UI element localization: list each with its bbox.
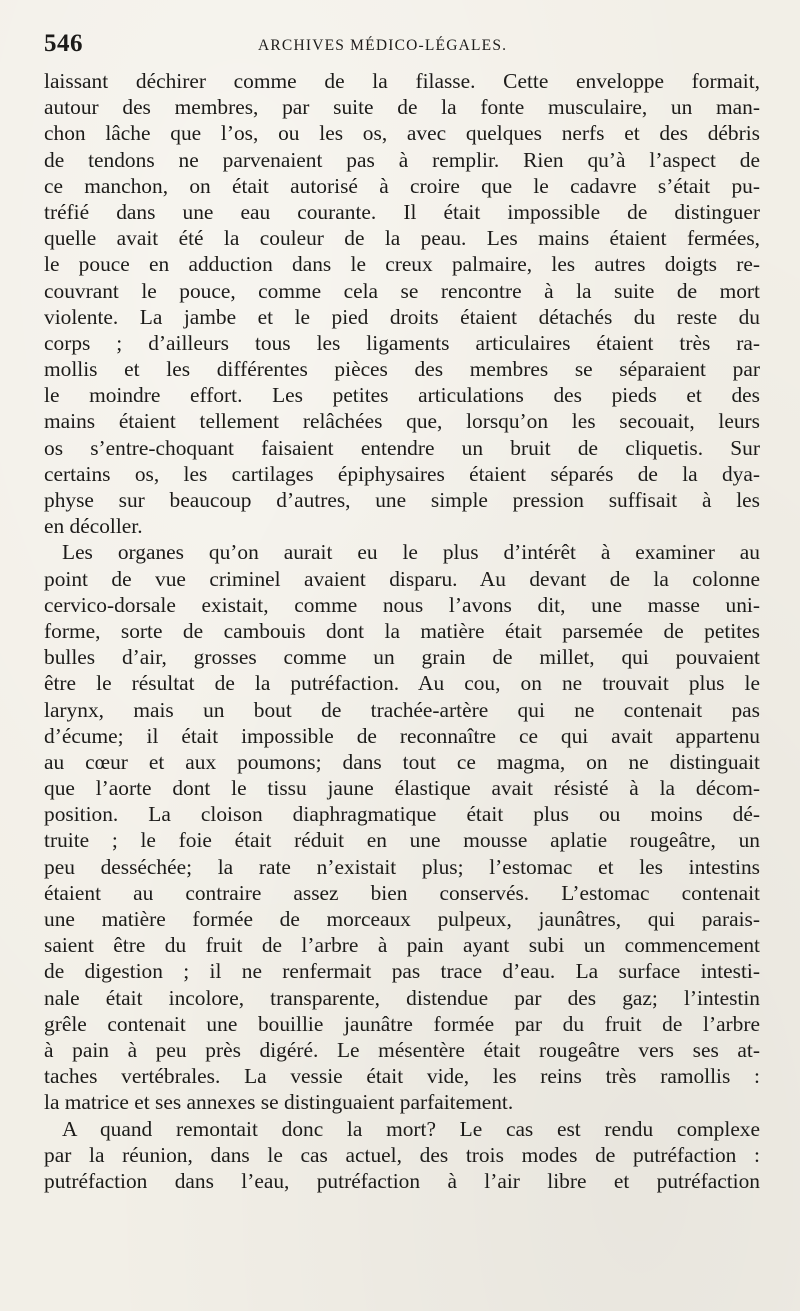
text-line: larynx, mais un bout de trachée-artère qui ne contenait pas (44, 697, 760, 722)
body-text (44, 68, 760, 1194)
text-line: le pouce en adduction dans le creux palmaire, les autres doigts re- (44, 252, 760, 277)
text-line: étaient au contraire assez bien conservés. L’estomac contenait (44, 880, 760, 905)
text-line: position. La cloison diaphragmatique était plus ou moins dé- (44, 802, 760, 827)
text-line: être le résultat de la putréfaction. Au cou, on ne trouvait plus le (44, 671, 760, 696)
paragraph (44, 68, 760, 539)
text-line: chon lâche que l’os, ou les os, avec quelques nerfs et des débris (44, 121, 760, 146)
text-line: que l’aorte dont le tissu jaune élastique avait résisté à la décom- (44, 776, 760, 801)
text-line: au cœur et aux poumons; dans tout ce magma, on ne distinguait (44, 749, 760, 774)
text-line: cervico-dorsale existait, comme nous l’avons dit, une masse uni- (44, 592, 760, 617)
running-header (44, 30, 764, 64)
text-line: violente. La jambe et le pied droits étaient détachés du reste du (44, 304, 760, 329)
text-line: certains os, les cartilages épiphysaires étaient séparés de la dya- (44, 461, 760, 486)
text-line: bulles d’air, grosses comme un grain de millet, qui pouvaient (44, 645, 760, 670)
text-line: ce manchon, on était autorisé à croire que le cadavre s’était pu- (44, 173, 760, 198)
text-line: la matrice et ses annexes se distinguaient parfaitement. (44, 1090, 514, 1115)
text-line: truite ; le foie était réduit en une mousse aplatie rougeâtre, un (44, 828, 760, 853)
text-line: en décoller. (44, 514, 143, 539)
running-title: ARCHIVES MÉDICO-LÉGALES. (258, 37, 508, 54)
text-line: quelle avait été la couleur de la peau. Les mains étaient fermées, (44, 226, 760, 251)
paragraph (44, 539, 760, 1115)
paragraph (44, 1116, 760, 1195)
text-line: tréfié dans une eau courante. Il était impossible de distinguer (44, 199, 760, 224)
text-line: point de vue criminel avaient disparu. Au devant de la colonne (44, 566, 760, 591)
text-line: le moindre effort. Les petites articulations des pieds et des (44, 383, 760, 408)
text-line: saient être du fruit de l’arbre à pain ayant subi un commencement (44, 933, 760, 958)
text-line: autour des membres, par suite de la fonte musculaire, un man- (44, 95, 760, 120)
text-line: taches vertébrales. La vessie était vide, les reins très ramollis : (44, 1064, 760, 1089)
text-line: physe sur beaucoup d’autres, une simple pression suffisait à les (44, 488, 760, 512)
text-line: grêle contenait une bouillie jaunâtre formée par du fruit de l’arbre (44, 1011, 760, 1036)
text-line: putréfaction dans l’eau, putréfaction à l’air libre et putréfaction (44, 1168, 760, 1193)
text-line: couvrant le pouce, comme cela se rencontre à la suite de mort (44, 278, 760, 303)
text-line: mollis et les différentes pièces des membres se séparaient par (44, 357, 760, 382)
text-line: peu desséchée; la rate n’existait plus; l’estomac et les intestins (44, 854, 760, 879)
text-line: nale était incolore, transparente, distendue par des gaz; l’intestin (44, 985, 760, 1010)
text-line: mains étaient tellement relâchées que, lorsqu’on les secouait, leurs (44, 409, 760, 434)
text-line: par la réunion, dans le cas actuel, des trois modes de putréfaction : (44, 1142, 760, 1167)
text-line: à pain à peu près digéré. Le mésentère était rougeâtre vers ses at- (44, 1037, 760, 1062)
page-number: 546 (44, 30, 83, 57)
text-line: forme, sorte de cambouis dont la matière était parsemée de petites (44, 618, 760, 643)
text-line: de digestion ; il ne renfermait pas trace d’eau. La surface intesti- (44, 959, 760, 984)
text-line: os s’entre-choquant faisaient entendre un bruit de cliquetis. Sur (44, 435, 760, 460)
text-line: corps ; d’ailleurs tous les ligaments articulaires étaient très ra- (44, 330, 760, 355)
text-line: une matière formée de morceaux pulpeux, jaunâtres, qui parais- (44, 907, 760, 931)
text-line: de tendons ne parvenaient pas à remplir. Rien qu’à l’aspect de (44, 147, 760, 172)
text-line: A quand remontait donc la mort? Le cas est rendu complexe (62, 1116, 760, 1141)
text-line: Les organes qu’on aurait eu le plus d’intérêt à examiner au (62, 540, 760, 565)
text-line: d’écume; il était impossible de reconnaître ce qui avait appartenu (44, 723, 760, 748)
text-line: laissant déchirer comme de la filasse. Cette enveloppe formait, (44, 69, 760, 93)
